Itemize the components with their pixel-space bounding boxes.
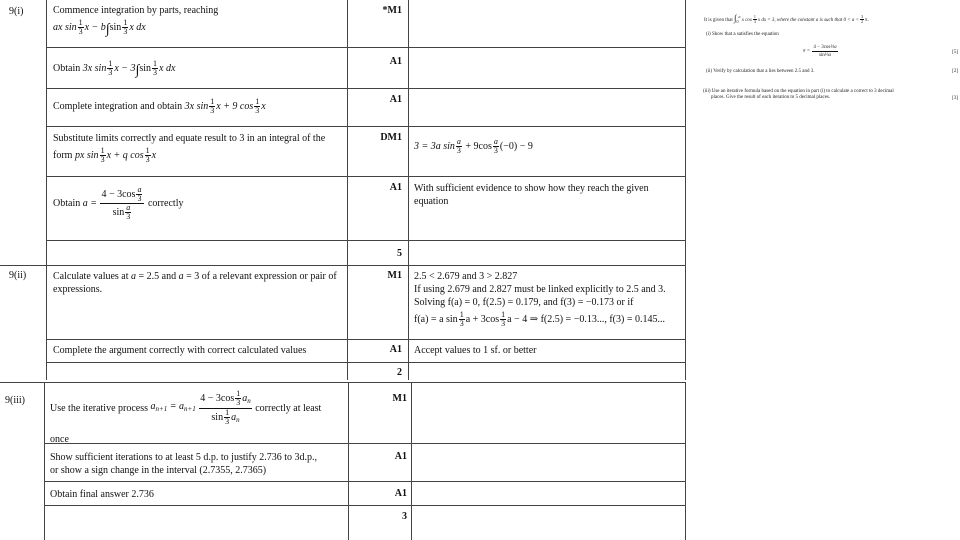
mark-9i-5: A1 <box>389 182 402 193</box>
answer-text: Substitute limits correctly and equate result to 3 in an integral of the <box>53 133 326 144</box>
mark-9iii-2: A1 <box>394 451 407 462</box>
answer-text: Obtain <box>53 62 81 74</box>
expr-part: sin <box>109 21 122 33</box>
answer-9iii-step3: Obtain final answer 2.736 <box>50 489 154 500</box>
row-divider <box>46 47 686 48</box>
question-part-ii: (ii) Verify by calculation that a lies between 2.5 and 3. <box>706 69 815 74</box>
expr-part: a = <box>82 198 97 209</box>
table-border-mark-left <box>348 382 349 540</box>
guidance-9ii-1: 2.5 < 2.679 and 3 > 2.827 If using 2.679 and 2.827 must be linked explicitly to 2.5 and 3. Solving f(a) = 0, f(2.5) = 0.179, and f(3) = −0.173 or if f(a) = a sin $\frac{1}{3}$ a + 3cos $\frac{1}{3}$ a − 4 ⇒ f(2.5) = −0.13..., f(3) = 0.145... <box>414 271 666 328</box>
expr-part: (−0) − 9 <box>499 140 533 152</box>
answer-expression <box>53 19 218 36</box>
answer-9i-step4 <box>53 132 325 164</box>
mark-9ii-1: M1 <box>387 270 402 281</box>
row-divider-section <box>0 382 686 383</box>
answer-text: Complete integration and obtain <box>53 100 183 112</box>
answer-text: Obtain <box>53 198 81 209</box>
question-intro: It is given that $\int_0^a$ x cos $\frac{1}{3}$ x dx = 3, where the constant a is such that 0 < a < $\frac{3}{2}$ π. <box>704 13 869 25</box>
guidance-9i-5: With sufficient evidence to show how they reach the given equation <box>414 183 649 207</box>
mark-9iii-3: A1 <box>394 488 407 499</box>
expr-part: x dx <box>129 21 146 33</box>
fraction-one-third: $\frac{1}{3}$ <box>153 59 158 77</box>
fraction-one-third: $\frac{1}{3}$ <box>145 146 150 164</box>
fraction-iteration: 4 − 3cos $\frac{1}{3}$ $a_n$ sin $\frac{1}{3}$ $a_n$ <box>200 389 251 426</box>
table-border-mark-left <box>347 0 348 380</box>
expr-part: x − b <box>84 21 106 33</box>
mark-9iii-1: M1 <box>392 393 407 404</box>
answer-9ii-step1: Calculate values at a = 2.5 and a = 3 of a relevant expression or pair of expressions. <box>53 271 337 295</box>
expr-part: x dx <box>159 62 176 74</box>
fraction-one-third: $\frac{1}{3}$ <box>255 97 260 115</box>
answer-expression: form px sin $\frac{1}{3}$ x + q cos $\frac{1}{3}$ x <box>53 146 157 164</box>
answer-9i-step3 <box>53 98 266 115</box>
row-divider <box>46 88 686 89</box>
row-divider <box>44 505 686 506</box>
answer-9i-step2 <box>53 60 175 77</box>
question-mark-iii: [3] <box>952 96 958 101</box>
table-border-left <box>44 382 45 540</box>
answer-9iii-step2: Show sufficient iterations to at least 5 d.p. to justify 2.736 to 3d.p., or show a sign change in the interval (2.7355, 2.7365) <box>50 452 318 476</box>
total-9i: 5 <box>397 248 402 259</box>
mark-9i-4: DM1 <box>380 132 402 143</box>
total-9ii: 2 <box>397 367 402 378</box>
answer-text: correctly <box>147 198 184 209</box>
expr-part: sin <box>139 62 152 74</box>
question-mark-ii: [2] <box>952 69 958 74</box>
mark-9i-1: *M1 <box>382 5 402 16</box>
expr-part: x <box>151 149 157 161</box>
expr-part: x <box>261 100 266 112</box>
answer-9ii-step2: Complete the argument correctly with correct calculated values <box>53 345 307 356</box>
guidance-9i-4 <box>414 138 533 155</box>
fraction-one-third: $\frac{1}{3}$ <box>108 59 113 77</box>
expr-part: ax sin <box>53 21 77 33</box>
answer-9i-step5 <box>53 186 184 221</box>
row-divider <box>46 176 686 177</box>
fraction-one-third: $\frac{1}{3}$ <box>210 97 215 115</box>
question-label-9ii: 9(ii) <box>9 270 27 281</box>
fraction-a-third: $\frac{a}{3}$ <box>493 137 498 155</box>
question-label-9i: 9(i) <box>9 6 24 17</box>
table-border-right <box>685 0 686 380</box>
mark-9ii-2: A1 <box>389 344 402 355</box>
total-9iii: 3 <box>402 511 407 522</box>
table-border-left <box>46 0 47 380</box>
question-part-iii: (iii) Use an iterative formula based on the equation in part (i) to calculate a correct to 3 decimal places. Give the result of each iteration to 5 decimal places. <box>703 89 894 100</box>
question-part-i: (i) Show that a satisfies the equation <box>706 32 779 37</box>
row-divider <box>44 481 686 482</box>
expr-part: x − 3 <box>114 62 136 74</box>
table-border-mark-right <box>408 0 409 380</box>
expr-part: 3x sin <box>184 100 209 112</box>
expr-part: x + 9 cos <box>216 100 254 112</box>
fraction-a-equation: 4 − 3cos $\frac{a}{3}$ sin $\frac{a}{3}$ <box>100 186 144 221</box>
expr-part: 3 = 3a sin <box>414 140 455 152</box>
fraction-a-third: $\frac{a}{3}$ <box>456 137 461 155</box>
integral-sign: ∫ <box>105 21 110 37</box>
mark-9i-2: A1 <box>389 56 402 67</box>
table-border-mark-right <box>411 382 412 540</box>
row-divider-section <box>0 265 686 266</box>
answer-9i-step1 <box>53 4 218 36</box>
table-border-right <box>685 382 686 540</box>
fraction-one-third: $\frac{1}{3}$ <box>78 18 83 36</box>
question-mark-i: [5] <box>952 50 958 55</box>
guidance-9ii-2: Accept values to 1 sf. or better <box>414 345 537 356</box>
row-divider <box>46 362 686 363</box>
row-divider <box>46 339 686 340</box>
row-divider <box>46 240 686 241</box>
expr-part: x + q cos <box>106 149 144 161</box>
integral-sign: ∫ <box>135 62 140 78</box>
answer-text: Commence integration by parts, reaching <box>53 5 219 16</box>
question-label-9iii: 9(iii) <box>5 395 25 406</box>
expr-part: px sin <box>74 149 99 161</box>
expr-part: 3x sin <box>82 62 107 74</box>
fraction-one-third: $\frac{1}{3}$ <box>100 146 105 164</box>
fraction-one-third: $\frac{1}{3}$ <box>123 18 128 36</box>
mark-9i-3: A1 <box>389 94 402 105</box>
row-divider <box>46 126 686 127</box>
answer-9iii-step1: Use the iterative process $a_{n+1} = a_{n+1}$ 4 − 3cos $\frac{1}{3}$ $a_n$ sin $\frac{1}{3}$ $a_n$ correctly at least once <box>50 389 322 445</box>
question-equation: a = $\frac{\text{4 − 3cos⅓a}}{\text{sin⅓a}}$ <box>803 45 837 58</box>
expr-part: + 9cos <box>462 140 492 152</box>
